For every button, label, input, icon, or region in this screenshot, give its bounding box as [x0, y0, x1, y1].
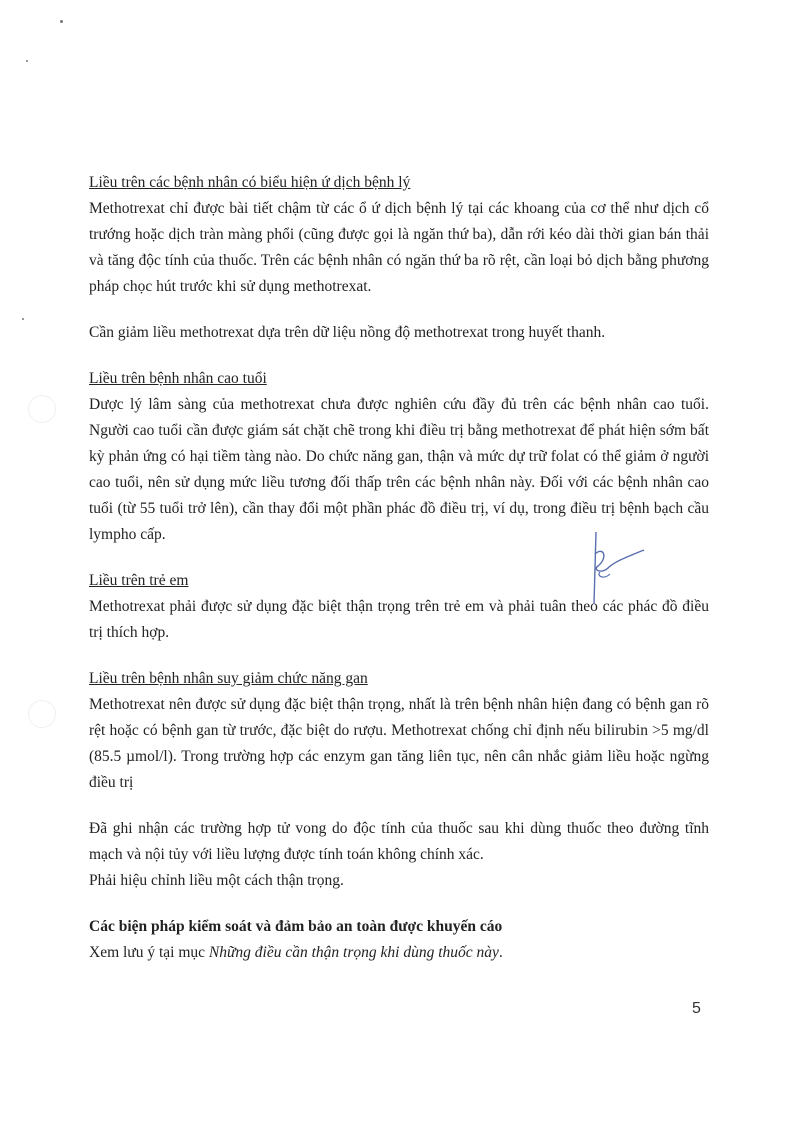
scan-speck — [26, 60, 28, 62]
paragraph-effusion-excretion: Methotrexat chỉ được bài tiết chậm từ các ổ ứ dịch bệnh lý tại các khoang của cơ thể như dịch cổ trướng hoặc dịch tràn màng phổi (cũng được gọi là ngăn thứ ba), dẫn rới kéo dài thời gian bán thải và tăng độc tính của thuốc. Trên các bệnh nhân có ngăn thứ ba rõ rệt, cần loại bỏ dịch bằng phương pháp chọc hút trước khi sử dụng methotrexat. — [89, 200, 709, 295]
section-heading-hepatic-impairment: Liều trên bệnh nhân suy giảm chức năng gan — [89, 670, 368, 687]
paragraph-safety-reference — [89, 940, 709, 966]
scan-speck — [22, 318, 24, 320]
section-heading-pathologic-effusion: Liều trên các bệnh nhân có biểu hiện ứ dịch bệnh lý — [89, 174, 411, 191]
section-heading-safety-measures: Các biện pháp kiểm soát và đảm bảo an toàn được khuyến cáo — [89, 918, 503, 935]
paragraph-serum-level-dose: Cần giảm liều methotrexat dựa trên dữ liệu nồng độ methotrexat trong huyết thanh. — [89, 324, 606, 341]
paragraph-children-dosing: Methotrexat phải được sử dụng đặc biệt thận trọng trên trẻ em và phải tuân theo các phác đồ điều trị thích hợp. — [89, 598, 709, 641]
safety-text-italic: Những điều cần thận trọng khi dùng thuốc này — [208, 944, 499, 961]
page-number: 5 — [692, 1000, 701, 1017]
safety-text-prefix: Xem lưu ý tại mục — [89, 944, 209, 961]
section-heading-children: Liều trên trẻ em — [89, 572, 189, 589]
paragraph-dose-adjust: Phải hiệu chỉnh liều một cách thận trọng. — [89, 872, 344, 889]
punch-hole-mark — [28, 395, 56, 423]
section-heading-elderly: Liều trên bệnh nhân cao tuổi — [89, 370, 267, 387]
paragraph-hepatic-dosing: Methotrexat nên được sử dụng đặc biệt thận trọng, nhất là trên bệnh nhân hiện đang có bệnh gan rõ rệt hoặc có bệnh gan từ trước, đặc biệt do rượu. Methotrexat chống chỉ định nếu bilirubin >5 mg/dl (85.5 µmol/l). Trong trường hợp các enzym gan tăng liên tục, nên cân nhắc giảm liều hoặc ngừng điều trị — [89, 696, 709, 791]
scan-speck — [60, 20, 63, 23]
paragraph-elderly-dosing: Dược lý lâm sàng của methotrexat chưa được nghiên cứu đầy đủ trên các bệnh nhân cao tuổi. Người cao tuổi cần được giám sát chặt chẽ trong khi điều trị bằng methotrexat để phát hiện sớm bất kỳ phản ứng có hại tiềm tàng nào. Do chức năng gan, thận và mức dự trữ folat có thể giảm ở người cao tuổi, nên sử dụng mức liều tương đối thấp trên các bệnh nhân này. Đối với các bệnh nhân cao tuổi (từ 55 tuổi trở lên), cần thay đổi một phần phác đồ điều trị, ví dụ, trong điều trị bệnh bạch cầu lympho cấp. — [89, 396, 709, 543]
signature-mark — [578, 528, 648, 606]
paragraph-fatal-toxicity: Đã ghi nhận các trường hợp tử vong do độc tính của thuốc sau khi dùng thuốc theo đường tĩnh mạch và nội tủy với liều lượng được tính toán không chính xác. — [89, 820, 709, 863]
safety-text-suffix: . — [498, 944, 503, 961]
punch-hole-mark — [28, 700, 56, 728]
